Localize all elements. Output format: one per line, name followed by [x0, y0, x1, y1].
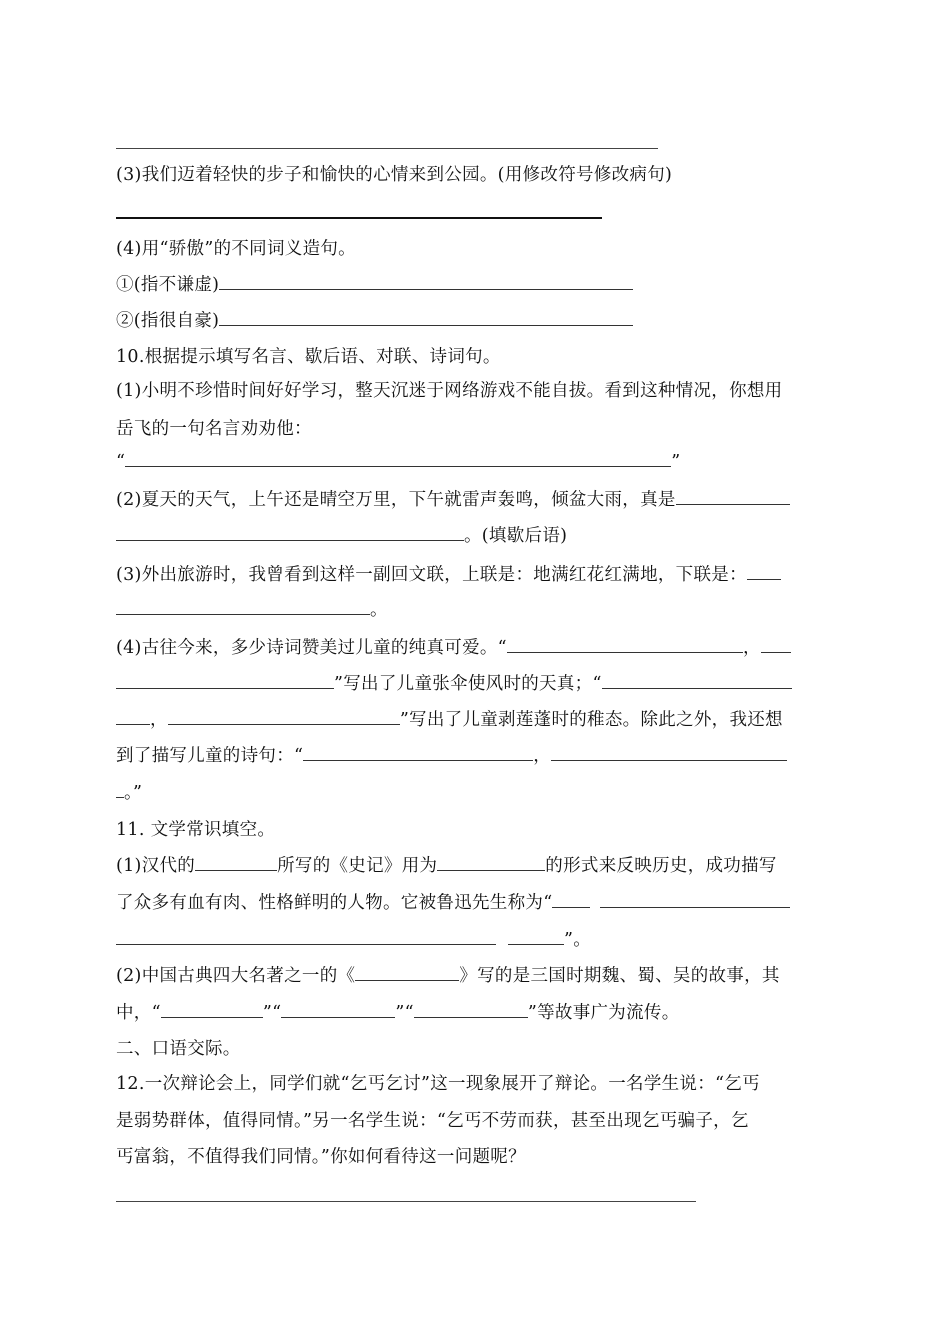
q10-title: 10.根据提示填写名言、歇后语、对联、诗词句。 [116, 347, 501, 367]
answer-blank[interactable] [116, 598, 370, 615]
q11-p2-line2: 中，“ ”“ ”“ ”等故事广为流传。 [116, 1003, 680, 1023]
q10-p4-line3: ， ”写出了儿童剥莲蓬时的稚态。除此之外，我还想 [116, 708, 783, 732]
q10-p4-line5: 。” [116, 781, 142, 805]
q9-part4-a: ①(指不谦虚) [116, 273, 633, 297]
answer-blank[interactable] [219, 309, 633, 326]
q10-p3-line2: 。 [116, 598, 388, 622]
q12-line1: 12.一次辩论会上，同学们就“乞丐乞讨”这一现象展开了辩论。一名学生说：“乞丐 [116, 1074, 760, 1094]
answer-blank[interactable] [507, 636, 743, 653]
answer-blank[interactable] [116, 781, 124, 798]
q11-p1-line3: ”。 [116, 928, 591, 952]
q12-line3: 丐富翁，不值得我们同情。”你如何看待这一问题呢？ [116, 1147, 526, 1167]
q10-p4-line1: (4)古往今来，多少诗词赞美过儿童的纯真可爱。“ ， [116, 636, 791, 660]
q9-part3-text: (3)我们迈着轻快的步子和愉快的心情来到公园。(用修改符号修改病句) [116, 165, 673, 185]
answer-blank[interactable] [125, 450, 671, 467]
q10-p3-line1: (3)外出旅游时，我曾看到这样一副回文联，上联是：地满红花红满地，下联是： [116, 563, 781, 587]
answer-blank[interactable] [281, 1001, 395, 1018]
q10-p2-line1: (2)夏天的天气，上午还是晴空万里，下午就雷声轰鸣，倾盆大雨，真是 [116, 488, 790, 512]
q10-p1-answer: “ ” [116, 452, 681, 472]
answer-blank[interactable] [116, 928, 496, 945]
q9-part4-text: (4)用“骄傲”的不同词义造句。 [116, 239, 356, 259]
q10-p4-line2: ”写出了儿童张伞使风时的天真；“ [116, 672, 792, 696]
answer-blank[interactable] [761, 636, 791, 653]
q12-line2: 是弱势群体，值得同情。”另一名学生说：“乞丐不劳而获，甚至出现乞丐骗子，乞 [116, 1111, 749, 1131]
answer-blank[interactable] [303, 744, 533, 761]
q9-part4-b: ②(指很自豪) [116, 309, 633, 333]
q10-p1-line2: 岳飞的一句名言劝劝他： [116, 419, 312, 439]
answer-blank[interactable] [414, 1001, 528, 1018]
answer-blank[interactable] [161, 1001, 263, 1018]
q10-p1-line1: (1)小明不珍惜时间好好学习，整天沉迷于网络游戏不能自拔。看到这种情况，你想用 [116, 381, 783, 401]
q11-title: 11. 文学常识填空。 [116, 820, 276, 840]
answer-blank[interactable] [116, 708, 150, 725]
q10-p4-line4: 到了描写儿童的诗句：“ ， [116, 744, 787, 768]
answer-blank[interactable] [116, 672, 334, 689]
answer-blank[interactable] [551, 744, 787, 761]
answer-blank[interactable] [355, 964, 459, 981]
answer-line[interactable] [116, 148, 658, 149]
section-2-title: 二、口语交际。 [116, 1039, 241, 1059]
answer-blank[interactable] [602, 672, 792, 689]
answer-blank[interactable] [600, 891, 790, 908]
answer-blank[interactable] [508, 928, 564, 945]
answer-blank[interactable] [219, 273, 633, 290]
q11-p1-line2: 了众多有血有肉、性格鲜明的人物。它被鲁迅先生称为“ [116, 891, 790, 915]
q10-p2-line2: 。(填歇后语) [116, 524, 567, 548]
answer-blank[interactable] [116, 524, 464, 541]
answer-line[interactable] [116, 1201, 696, 1202]
answer-blank[interactable] [676, 488, 790, 505]
answer-line[interactable] [116, 217, 602, 219]
answer-blank[interactable] [195, 854, 277, 871]
q11-p1-line1: (1)汉代的 所写的《史记》用为 的形式来反映历史，成功描写 [116, 856, 777, 876]
q11-p2-line1: (2)中国古典四大名著之一的《 》写的是三国时期魏、蜀、吴的故事，其 [116, 966, 780, 986]
answer-blank[interactable] [168, 708, 400, 725]
answer-blank[interactable] [437, 854, 545, 871]
answer-blank[interactable] [747, 563, 781, 580]
answer-blank[interactable] [552, 891, 590, 908]
